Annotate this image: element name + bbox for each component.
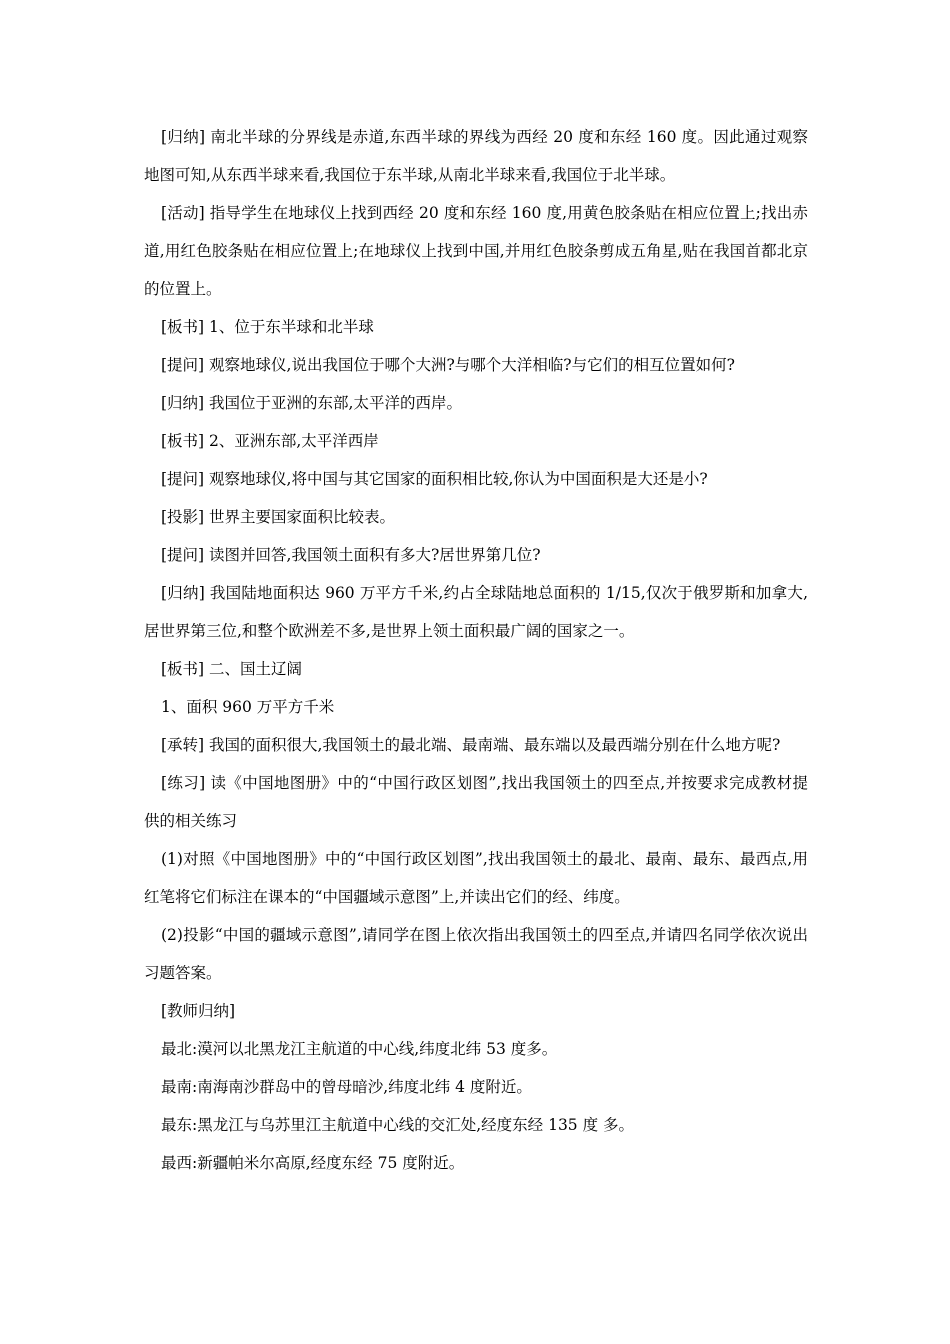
paragraph-summary-hemispheres: [归纳] 南北半球的分界线是赤道,东西半球的界线为西经 20 度和东经 160 度。因此通过观察地图可知,从东西半球来看,我国位于东半球,从南北半球来看,我国位于北半球。 [144, 128, 808, 184]
paragraph-area-item: 1、面积 960 万平方千米 [161, 698, 335, 716]
paragraph-exercise-2: (2)投影“中国的疆域示意图”,请同学在图上依次指出我国领土的四至点,并请四名同学依次说出习题答案。 [144, 926, 808, 982]
paragraph-question-area: [提问] 观察地球仪,将中国与其它国家的面积相比较,你认为中国面积是大还是小? [161, 470, 708, 488]
paragraph-teacher-summary: [教师归纳] [161, 1002, 236, 1020]
paragraph-projection-table: [投影] 世界主要国家面积比较表。 [161, 508, 396, 526]
paragraph-board-1: [板书] 1、位于东半球和北半球 [161, 318, 374, 336]
paragraph-question-continent: [提问] 观察地球仪,说出我国位于哪个大洲?与哪个大洋相临?与它们的相互位置如何? [161, 356, 735, 374]
paragraph-activity-globe: [活动] 指导学生在地球仪上找到西经 20 度和东经 160 度,用黄色胶条贴在相应位置上;找出赤道,用红色胶条贴在相应位置上;在地球仪上找到中国,并用红色胶条剪成五角星,贴在我国首都北京的位置上。 [144, 204, 808, 298]
paragraph-board-territory: [板书] 二、国土辽阔 [161, 660, 303, 678]
paragraph-board-2: [板书] 2、亚洲东部,太平洋西岸 [161, 432, 379, 450]
paragraph-northmost: 最北:漠河以北黑龙江主航道的中心线,纬度北纬 53 度多。 [161, 1040, 558, 1058]
paragraph-westmost: 最西:新疆帕米尔高原,经度东经 75 度附近。 [161, 1154, 465, 1172]
document-page [144, 118, 808, 1182]
paragraph-southmost: 最南:南海南沙群岛中的曾母暗沙,纬度北纬 4 度附近。 [161, 1078, 532, 1096]
paragraph-question-rank: [提问] 读图并回答,我国领土面积有多大?居世界第几位? [161, 546, 541, 564]
paragraph-summary-area: [归纳] 我国陆地面积达 960 万平方千米,约占全球陆地总面积的 1/15,仅次于俄罗斯和加拿大,居世界第三位,和整个欧洲差不多,是世界上领土面积最广阔的国家之一。 [144, 584, 808, 640]
paragraph-summary-location: [归纳] 我国位于亚洲的东部,太平洋的西岸。 [161, 394, 462, 412]
paragraph-exercise-1: (1)对照《中国地图册》中的“中国行政区划图”,找出我国领土的最北、最南、最东、最西点,用红笔将它们标注在课本的“中国疆域示意图”上,并读出它们的经、纬度。 [144, 850, 808, 906]
paragraph-transition: [承转] 我国的面积很大,我国领土的最北端、最南端、最东端以及最西端分别在什么地方呢? [161, 736, 781, 754]
paragraph-eastmost: 最东:黑龙江与乌苏里江主航道中心线的交汇处,经度东经 135 度 多。 [161, 1116, 635, 1134]
paragraph-exercise: [练习] 读《中国地图册》中的“中国行政区划图”,找出我国领土的四至点,并按要求完成教材提供的相关练习 [144, 774, 808, 830]
